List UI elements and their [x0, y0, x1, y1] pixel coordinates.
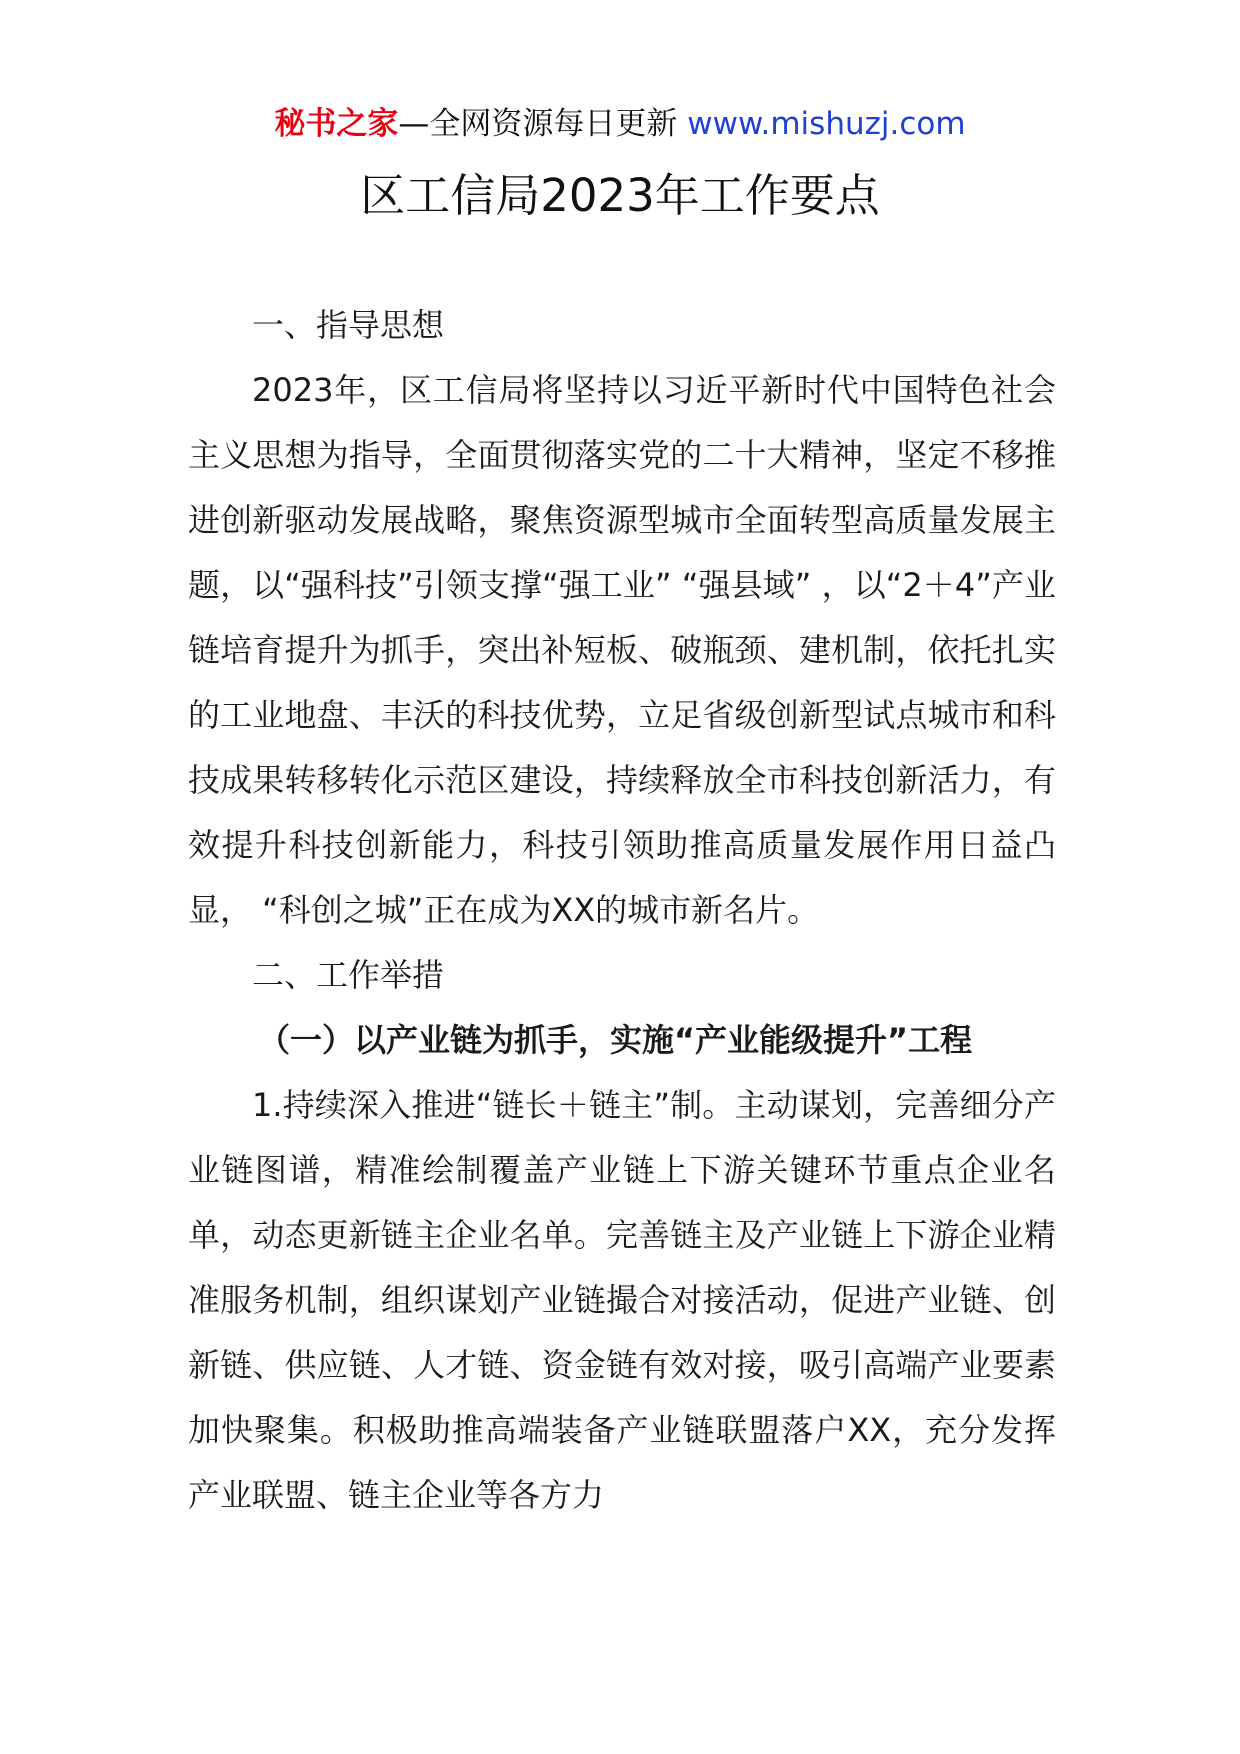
section-heading-work-measures: 二、工作举措	[252, 956, 445, 994]
banner-slogan: —全网资源每日更新	[398, 106, 688, 142]
subsection-heading-industry-chain: （一）以产业链为抓手，实施“产业能级提升”工程	[258, 1021, 973, 1059]
site-url-link[interactable]: www.mishuzj.com	[687, 106, 966, 142]
document-body	[188, 293, 1056, 1528]
section-heading-guiding-ideology: 一、指导思想	[252, 306, 445, 344]
body-paragraph: 2023年，区工信局将坚持以习近平新时代中国特色社会主义思想为指导，全面贯彻落实党的二十大精神，坚定不移推进创新驱动发展战略，聚焦资源型城市全面转型高质量发展主题，以“强科技”引领支撑“强工业” “强县域” ，以“2＋4”产业链培育提升为抓手，突出补短板、破瓶颈、建机制，依托扎实的工业地盘、丰沃的科技优势，立足省级创新型试点城市和科技成果转移转化示范区建设，持续释放全市科技创新活力，有效提升科技创新能力，科技引领助推高质量发展作用日益凸显， “科创之城”正在成为XX的城市新名片。	[188, 371, 1056, 929]
site-banner	[0, 104, 1240, 144]
brand-name: 秘书之家	[274, 106, 399, 142]
document-title: 区工信局2023年工作要点	[360, 169, 880, 222]
body-paragraph: 1.持续深入推进“链长＋链主”制。主动谋划，完善细分产业链图谱，精准绘制覆盖产业链上下游关键环节重点企业名单，动态更新链主企业名单。完善链主及产业链上下游企业精准服务机制，组织谋划产业链撮合对接活动，促进产业链、创新链、供应链、人才链、资金链有效对接，吸引高端产业要素加快聚集。积极助推高端装备产业链联盟落户XX，充分发挥产业联盟、链主企业等各方力	[188, 1086, 1056, 1514]
